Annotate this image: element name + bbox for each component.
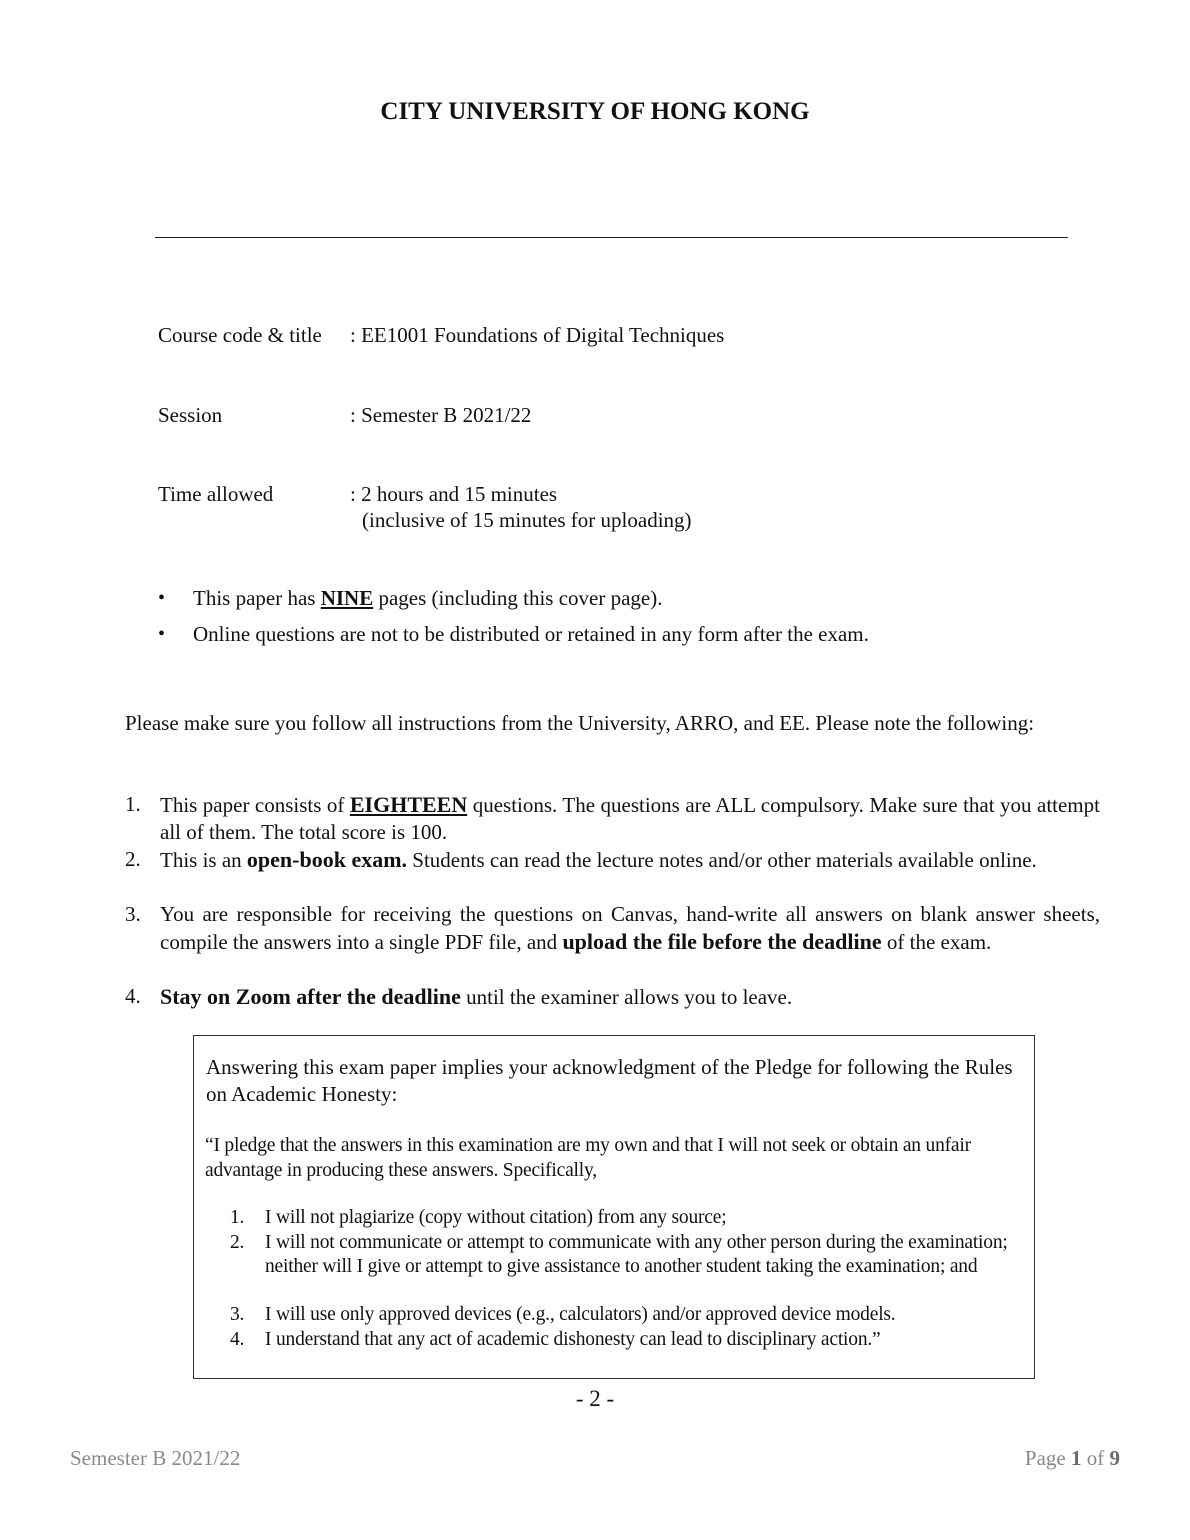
footer-session: Semester B 2021/22 bbox=[70, 1446, 241, 1470]
item-text bbox=[160, 791, 1100, 846]
time-label: Time allowed bbox=[158, 482, 274, 506]
current-page: 1 bbox=[1071, 1446, 1082, 1470]
item-emphasis: open-book exam. bbox=[246, 847, 408, 872]
item-text-part: of the exam. bbox=[881, 930, 992, 954]
time-value: : 2 hours and 15 minutes bbox=[350, 482, 558, 506]
instructions-intro: Please make sure you follow all instructions from the University, ARRO, and EE. Please note the following: bbox=[125, 711, 1035, 735]
item-emphasis: Stay on Zoom after the deadline bbox=[160, 984, 461, 1009]
page-word: Page bbox=[1024, 1446, 1071, 1470]
item-emphasis: upload the file before the deadline bbox=[562, 929, 882, 954]
item-text: I will not communicate or attempt to communicate with any other person during the examination; neither will I give or attempt to give assistance to another student taking the examination; and bbox=[265, 1232, 1008, 1277]
of-word: of bbox=[1081, 1446, 1110, 1470]
page-mark: - 2 - bbox=[575, 1386, 615, 1411]
bullet-icon: • bbox=[158, 623, 166, 645]
item-number: 2. bbox=[125, 847, 141, 871]
item-text-part: Students can read the lecture notes and/or other materials available online. bbox=[407, 848, 1037, 872]
item-number: 1. bbox=[125, 792, 141, 816]
item-number: 2. bbox=[230, 1232, 245, 1253]
item-text: I will use only approved devices (e.g., calculators) and/or approved device models. bbox=[265, 1304, 896, 1325]
bullet-distribution: Online questions are not to be distributed or retained in any form after the exam. bbox=[193, 622, 869, 646]
total-pages: 9 bbox=[1109, 1446, 1120, 1470]
item-text-part: questions. The questions are ALL compulsory. Make sure that you attempt all of them. The total score is 100. bbox=[160, 793, 1100, 844]
item-text-part: You are responsible for receiving the questions on Canvas, hand-write all answers on blank answer sheets, compile the answers into a single PDF file, and bbox=[160, 902, 1100, 954]
time-note: (inclusive of 15 minutes for uploading) bbox=[362, 508, 692, 532]
question-count: EIGHTEEN bbox=[349, 792, 468, 817]
course-value: : EE1001 Foundations of Digital Techniques bbox=[350, 323, 725, 347]
item-text bbox=[160, 846, 1100, 874]
bullet-pages-text-end: pages (including this cover page). bbox=[373, 586, 663, 610]
item-number: 3. bbox=[230, 1304, 245, 1325]
item-text: I understand that any act of academic dishonesty can lead to disciplinary action.” bbox=[265, 1329, 881, 1350]
bullet-pages-text: This paper has bbox=[193, 586, 321, 610]
pages-count: NINE bbox=[320, 586, 374, 610]
item-text bbox=[160, 983, 1100, 1011]
item-text-part: This is an bbox=[160, 848, 247, 872]
session-label: Session bbox=[158, 403, 223, 427]
item-text: I will not plagiarize (copy without citation) from any source; bbox=[265, 1207, 727, 1228]
pledge-quote: “I pledge that the answers in this examination are my own and that I will not seek or obtain an unfair advantage in producing these answers. Specifically, bbox=[205, 1135, 971, 1181]
item-text bbox=[160, 901, 1100, 956]
item-number: 4. bbox=[230, 1329, 245, 1350]
item-text-part: This paper consists of bbox=[160, 793, 350, 817]
item-text-part: until the examiner allows you to leave. bbox=[460, 985, 793, 1009]
header-divider bbox=[155, 237, 1068, 238]
course-label: Course code & title bbox=[158, 323, 322, 347]
item-number: 1. bbox=[230, 1207, 245, 1228]
item-number: 3. bbox=[125, 902, 141, 926]
pledge-intro: Answering this exam paper implies your acknowledgment of the Pledge for following the Rules on Academic Honesty: bbox=[206, 1055, 1013, 1106]
bullet-pages bbox=[193, 586, 662, 611]
session-value: : Semester B 2021/22 bbox=[350, 403, 532, 427]
item-number: 4. bbox=[125, 984, 141, 1008]
footer-page-counter bbox=[1025, 1446, 1120, 1471]
bullet-icon: • bbox=[158, 587, 166, 609]
university-title: CITY UNIVERSITY OF HONG KONG bbox=[380, 98, 810, 125]
